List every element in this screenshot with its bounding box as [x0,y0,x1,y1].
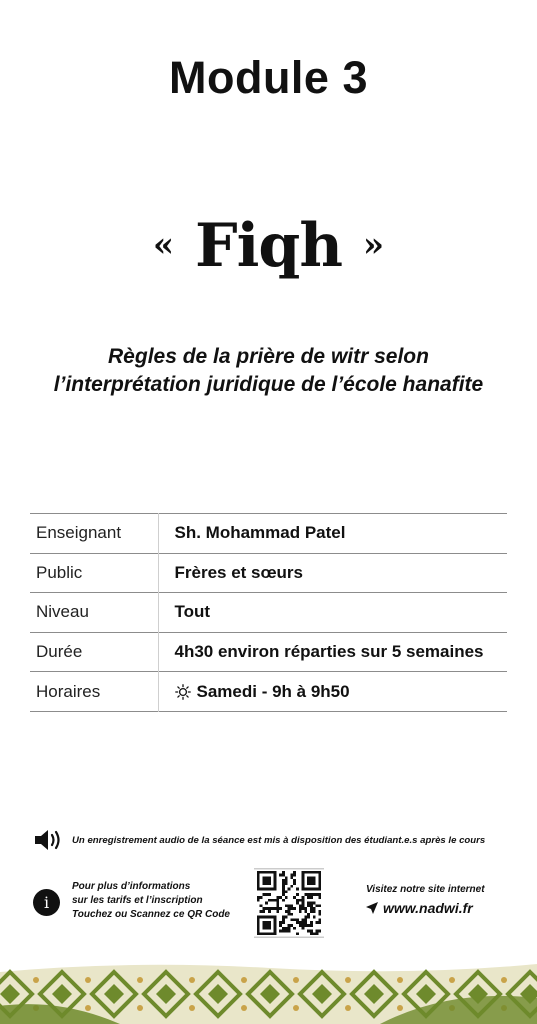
info-text [72,880,242,922]
location-arrow-icon [366,902,378,914]
row-label: Public [30,553,158,593]
audio-note-text: Un enregistrement audio de la séance est mis à disposition des étudiant.e.s après le cours [72,834,486,846]
audio-note [33,826,523,854]
info-line-1: Pour plus d’informations [72,881,191,892]
row-label: Durée [30,632,158,672]
sun-icon [175,684,191,700]
course-subtitle [20,343,517,399]
qr-code[interactable] [254,868,324,938]
visit-label: Visitez notre site internet [366,884,485,895]
subtitle-line-1: Règles de la prière de witr selon [108,345,429,368]
course-details-table [30,513,507,712]
course-title [0,205,537,286]
schedule-text: Samedi - 9h à 9h50 [196,681,350,701]
decorative-pattern [0,958,537,1024]
info-line-2: sur les tarifs et l’inscription [72,895,203,906]
speaker-icon [33,827,63,853]
website-text: www.nadwi.fr [383,900,473,916]
row-value: Sh. Mohammad Patel [174,523,346,543]
info-line-3: Touchez ou Scannez ce QR Code [72,909,230,920]
table-row-level [30,593,507,633]
website-link[interactable] [366,900,473,916]
subtitle-line-2: l’interprétation juridique de l’école hanafite [53,373,484,396]
info-icon: i [33,889,60,916]
quote-close: » [362,225,385,265]
row-value: Frères et sœurs [174,562,303,582]
course-name: Fiqh [195,211,342,281]
table-row-duration [30,632,507,672]
table-row-teacher [30,514,507,554]
row-label: Enseignant [30,514,158,554]
row-label: Niveau [30,593,158,633]
table-row-schedule [30,672,507,712]
row-label: Horaires [30,672,158,712]
module-title: Module 3 [168,52,368,103]
quote-open: « [152,225,175,265]
row-value: Tout [174,602,211,622]
table-row-audience [30,553,507,593]
row-value-schedule [158,672,507,712]
row-value: 4h30 environ réparties sur 5 semaines [174,642,484,662]
